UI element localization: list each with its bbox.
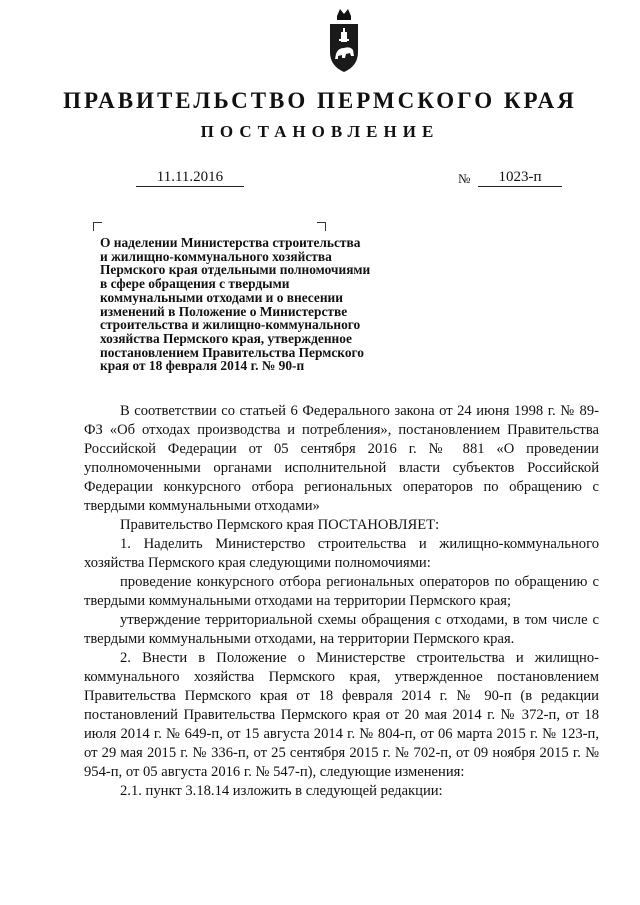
paragraph: 1. Наделить Министерство строительства и жилищно-коммунального хозяйства Пермского края следующими полномочиями:	[84, 536, 599, 571]
paragraph: Правительство Пермского края ПОСТАНОВЛЯЕТ:	[120, 517, 440, 533]
document-type: ПОСТАНОВЛЕНИЕ	[200, 122, 440, 141]
subject-bracket-left	[93, 222, 102, 231]
government-title: ПРАВИТЕЛЬСТВО ПЕРМСКОГО КРАЯ	[63, 88, 577, 113]
coat-of-arms-icon	[326, 6, 362, 74]
subject-bracket-right	[317, 222, 326, 231]
paragraph: 2. Внести в Положение о Министерстве строительства и жилищно-коммунального хозяйства Пермского края, утвержденное постановлением Правительства Пермского края от 18 февраля 2014 г. № 90-п (в редакции постановлений Правительства Пермского края от 20 мая 2014 г. № 372-п, от 18 июля 2014 г. № 649-п, от 15 августа 2014 г. № 804-п, от 06 марта 2015 г. № 123-п, от 29 мая 2015 г. № 336-п, от 25 сентября 2015 г. № 702-п, от 09 ноября 2015 г. № 954-п, от 05 августа 2016 г. № 547-п), следующие изменения:	[84, 650, 599, 780]
paragraph: 2.1. пункт 3.18.14 изложить в следующей редакции:	[120, 783, 443, 799]
paragraph: утверждение территориальной схемы обращения с отходами, в том числе с твердыми коммунальными отходами, на территории Пермского края.	[84, 612, 599, 647]
document-body	[84, 402, 599, 801]
document-number: 1023-п	[478, 168, 562, 187]
document-subject: О наделении Министерства строительства и жилищно-коммунального хозяйства Пермского края отдельными полномочиями в сфере обращения с твердыми коммунальными отходами и о внесении изменений в Положение о Министерстве строительства и жилищно-коммунального хозяйства Пермского края, утвержденное постановлением Правительства Пермского края от 18 февраля 2014 г. № 90-п	[100, 235, 371, 374]
paragraph: проведение конкурсного отбора региональных операторов по обращению с твердыми коммунальными отходами на территории Пермского края;	[84, 574, 599, 609]
document-date: 11.11.2016	[136, 168, 244, 187]
paragraph: В соответствии со статьей 6 Федерального закона от 24 июня 1998 г. № 89-ФЗ «Об отходах производства и потребления», постановлением Правительства Российской Федерации от 05 сентября 2016 г. № 881 «О проведении уполномоченными органами исполнительной власти субъектов Российской Федерации конкурсного отбора региональных операторов по обращению с твердыми коммунальными отходами»	[84, 403, 599, 514]
number-label: №	[458, 171, 471, 186]
